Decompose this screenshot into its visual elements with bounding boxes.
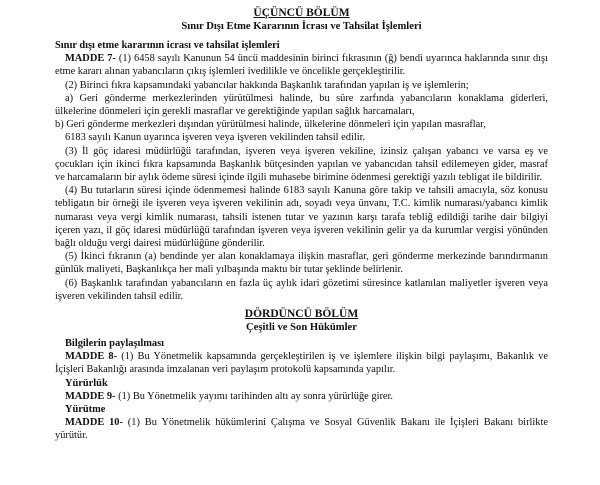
article-8-label: MADDE 8- (65, 351, 118, 363)
article-9-paragraph (55, 390, 548, 403)
article-8-text: (1) Bu Yönetmelik kapsamında gerçekleştirilen iş ve işlemlere ilişkin bilgi paylaşımı, Bakanlık ve İçişleri Bakanlığı arasında imzalanan veri paylaşım protokolü kapsamında yapılır. (55, 351, 548, 376)
section-4-subtitle: Çeşitli ve Son Hükümler (246, 322, 357, 334)
article-9-heading: Yürürlük (65, 377, 108, 389)
article-7-item-a: a) Geri gönderme merkezlerinden yürütülmesi halinde, bu süre zarfında yabancıların konaklama giderleri, ülkelerine dönmeleri için gerekli masraflar ve gerektiğinde yapılan sağlık harcamaları, (55, 92, 548, 118)
article-8-paragraph (55, 350, 548, 376)
article-7-item-b: b) Geri gönderme merkezleri dışından yürütülmesi halinde, ülkelerine dönmeleri için yapılan masraflar, (55, 119, 486, 131)
article-9-text: (1) Bu Yönetmelik yayımı tarihinden altı ay sonra yürürlüğe girer. (115, 390, 394, 402)
article-7-paragraph-3: (3) İl göç idaresi müdürlüğü tarafından, işveren veya işveren vekiline, izinsiz çalışan yabancı ve varsa eş ve çocukları için ikinci fıkra kapsamında Başkanlık bütçesinden yapılan ve yabancıdan tahsil edilemeyen gider, masraf ve harcamaların bir aylık ödeme süresi içinde ilgili muhasebe birimine ödenmesi gerektiği yazılı tebligat ile bildirilir. (55, 145, 548, 184)
article-7-paragraph-6: (6) Başkanlık tarafından yabancıların en fazla üç aylık idari gözetimi süresince katlanılan maliyetler işveren veya işveren vekilinden tahsil edilir. (55, 277, 548, 302)
article-7-heading: Sınır dışı etme kararının icrası ve tahsilat işlemleri (55, 40, 280, 51)
article-7-paragraph-4: (4) Bu tutarların süresi içinde ödenmemesi halinde 6183 sayılı Kanuna göre takip ve tahsili amacıyla, söz konusu tebligatın bir örneği ile işveren veya işveren vekilinin adı, soyadı veya ünvanı, T.C. kimlik numarası/yabancı kimlik numarası veya vergi kimlik numarası, tahsili istenen tutar ve yazının karşı tarafa tebliğ edildiği tarihe dair bilgiyi içeren yazı, il göç idaresi müdürlüğü tarafından işveren veya işveren vekilinin gelir ya da kurumlar vergisi yönünden bağlı olduğu vergi dairesi müdürlüğüne gönderilir. (55, 185, 548, 250)
article-10-label: MADDE 10- (65, 417, 123, 429)
section-4-title: DÖRDÜNCÜ BÖLÜM (244, 308, 359, 321)
section-3-subtitle: Sınır Dışı Etme Kararının İcrası ve Tahsilat İşlemleri (181, 21, 422, 32)
article-7-paragraph-5: (5) İkinci fıkranın (a) bendinde yer alan konaklamaya ilişkin masraflar, geri gönderme merkezinde barındırmanın günlük maliyeti, Başkanlıkça her mali yılbaşında maktu bir tutar şeklinde belirlenir. (55, 251, 548, 276)
article-7-text: (1) 6458 sayılı Kanunun 54 üncü maddesinin birinci fıkrasının (ğ) bendi uyarınca haklarında sınır dışı etme kararı alınan yabancıların çıkış işlemleri ivedilikle ve öncelikle gerçekleştirilir. (55, 53, 548, 78)
article-7-paragraph-2: (2) Birinci fıkra kapsamındaki yabancılar hakkında Başkanlık tarafından yapılan iş ve işlemlerin; (65, 79, 469, 91)
article-7-item-c: 6183 sayılı Kanun uyarınca işveren veya işveren vekilinden tahsil edilir. (65, 132, 366, 144)
article-8-heading: Bilgilerin paylaşılması (65, 338, 165, 350)
article-10-paragraph (55, 416, 548, 442)
article-7-paragraph-1 (55, 52, 548, 78)
article-9-label: MADDE 9- (65, 390, 116, 402)
section-3-title: ÜÇÜNCÜ BÖLÜM (253, 7, 350, 19)
article-10-text: (1) Bu Yönetmelik hükümlerini Çalışma ve Sosyal Güvenlik Bakanı ile İçişleri Bakanı birlikte yürütür. (55, 417, 548, 442)
article-7-label: MADDE 7- (65, 53, 116, 65)
article-10-heading: Yürütme (65, 404, 106, 416)
